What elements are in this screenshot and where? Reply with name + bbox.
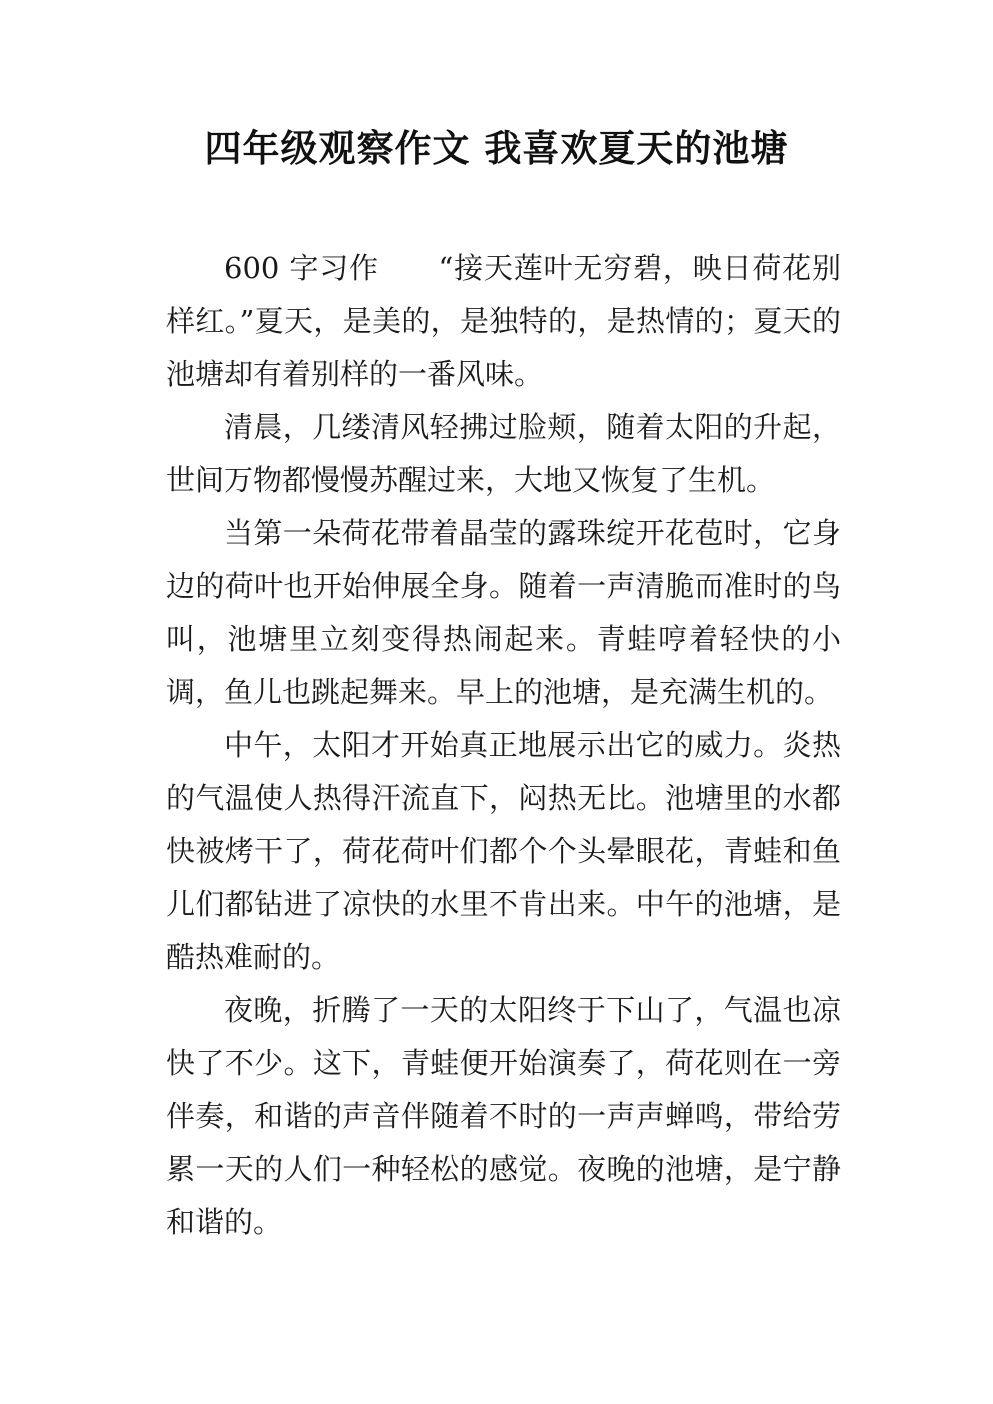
paragraph-night: 夜晚，折腾了一天的太阳终于下山了，气温也凉快了不少。这下，青蛙便开始演奏了，荷花则在一旁伴奏，和谐的声音伴随着不时的一声声蝉鸣，带给劳累一天的人们一种轻松的感觉。夜晚的池塘，是宁静和谐的。 xyxy=(166,993,841,1239)
document-title: 四年级观察作文 我喜欢夏天的池塘 xyxy=(204,127,789,170)
paragraph-morning-dawn: 清晨，几缕清风轻拂过脸颊，随着太阳的升起，世间万物都慢慢苏醒过来，大地又恢复了生机。 xyxy=(166,410,841,497)
document-body xyxy=(166,242,841,1249)
paragraph-morning-pond: 当第一朵荷花带着晶莹的露珠绽开花苞时，它身边的荷叶也开始伸展全身。随着一声清脆而准时的鸟叫，池塘里立刻变得热闹起来。青蛙哼着轻快的小调，鱼儿也跳起舞来。早上的池塘，是充满生机的。 xyxy=(166,516,841,709)
paragraph-noon: 中午，太阳才开始真正地展示出它的威力。炎热的气温使人热得汗流直下，闷热无比。池塘里的水都快被烤干了，荷花荷叶们都个个头晕眼花，青蛙和鱼儿们都钻进了凉快的水里不肯出来。中午的池塘，是酷热难耐的。 xyxy=(166,728,841,974)
paragraph-intro: 600 字习作 “接天莲叶无穷碧，映日荷花别样红。”夏天，是美的，是独特的，是热情的；夏天的池塘却有着别样的一番风味。 xyxy=(166,251,841,391)
